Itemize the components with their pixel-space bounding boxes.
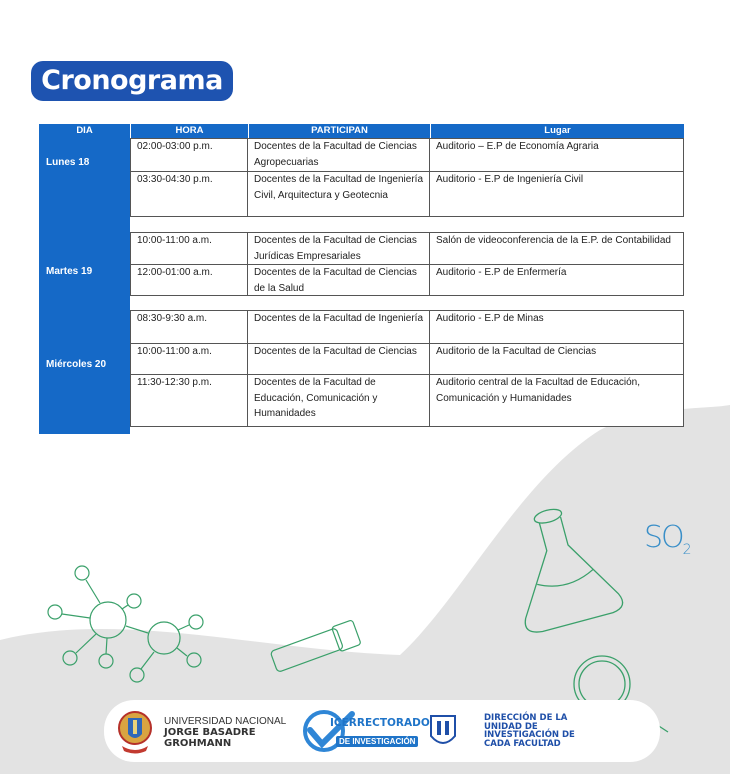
direction-unit-label: DIRECCIÓN DE LA UNIDAD DE INVESTIGACIÓN DE CADA FACULTAD [484,713,575,749]
table-row [131,139,683,171]
day-column [39,124,130,434]
header-hora: HORA [130,124,248,138]
cell-lugar: Auditorio - E.P de Enfermería [436,267,567,278]
checkmark-circle-icon [300,708,360,754]
day-group-miercoles [130,310,684,427]
cell-participan: Docentes de la Facultad de Educación, Comunicación y Humanidades [248,375,430,426]
day-group-lunes [130,138,684,217]
cell-participan: Docentes de la Facultad de Ciencias de la Salud [248,265,430,295]
university-name: UNIVERSIDAD NACIONAL JORGE BASADRE GROHMANN [164,716,287,749]
so2-formula-decoration: $SO_2$ [644,520,690,558]
table-row [131,264,683,295]
table-row [131,343,683,374]
table-row [131,311,683,343]
university-crest-icon [118,708,152,754]
cell-hora: 02:00-03:00 p.m. [131,139,248,171]
cell-participan: Docentes de la Facultad de Ingeniería Civil, Arquitectura y Geotecnia [248,172,430,216]
cell-lugar: Salón de videoconferencia de la E.P. de Contabilidad [436,235,671,246]
page-title: Cronograma [31,61,233,101]
header-participan: PARTICIPAN [248,124,430,138]
day-label: Miércoles 20 [46,359,107,370]
cell-lugar: Auditorio - E.P de Ingeniería Civil [436,174,584,185]
cell-hora: 03:30-04:30 p.m. [131,172,248,216]
table-row [131,233,683,264]
cell-hora: 11:30-12:30 p.m. [131,375,248,426]
table-row [131,171,683,216]
cell-lugar: Auditorio – E.P de Economía Agraria [436,141,599,152]
cell-lugar: Auditorio central de la Facultad de Educación, Comunicación y Humanidades [436,377,641,404]
day-group-martes [130,232,684,296]
faculty-seal-icon [428,712,458,750]
cell-lugar: Auditorio - E.P de Minas [436,313,544,324]
day-label: Martes 19 [46,266,93,277]
table-row [131,374,683,426]
cell-participan: Docentes de la Facultad de Ciencias Jurídicas Empresariales [248,233,430,264]
cell-hora: 12:00-01:00 a.m. [131,265,248,295]
cell-hora: 10:00-11:00 a.m. [131,233,248,264]
day-label: Lunes 18 [46,157,90,168]
header-dia: DIA [39,124,130,138]
cell-hora: 08:30-9:30 a.m. [131,311,248,343]
cell-participan: Docentes de la Facultad de Ingeniería [248,311,430,343]
header-lugar: Lugar [430,124,684,138]
cell-participan: Docentes de la Facultad de Ciencias Agropecuarias [248,139,430,171]
vicerrectorado-logo: ICERRECTORADO DE INVESTIGACIÓN [300,708,460,754]
cell-participan: Docentes de la Facultad de Ciencias [248,344,430,374]
footer-logos-bar [104,700,660,762]
cell-lugar: Auditorio de la Facultad de Ciencias [436,346,597,357]
cell-hora: 10:00-11:00 a.m. [131,344,248,374]
